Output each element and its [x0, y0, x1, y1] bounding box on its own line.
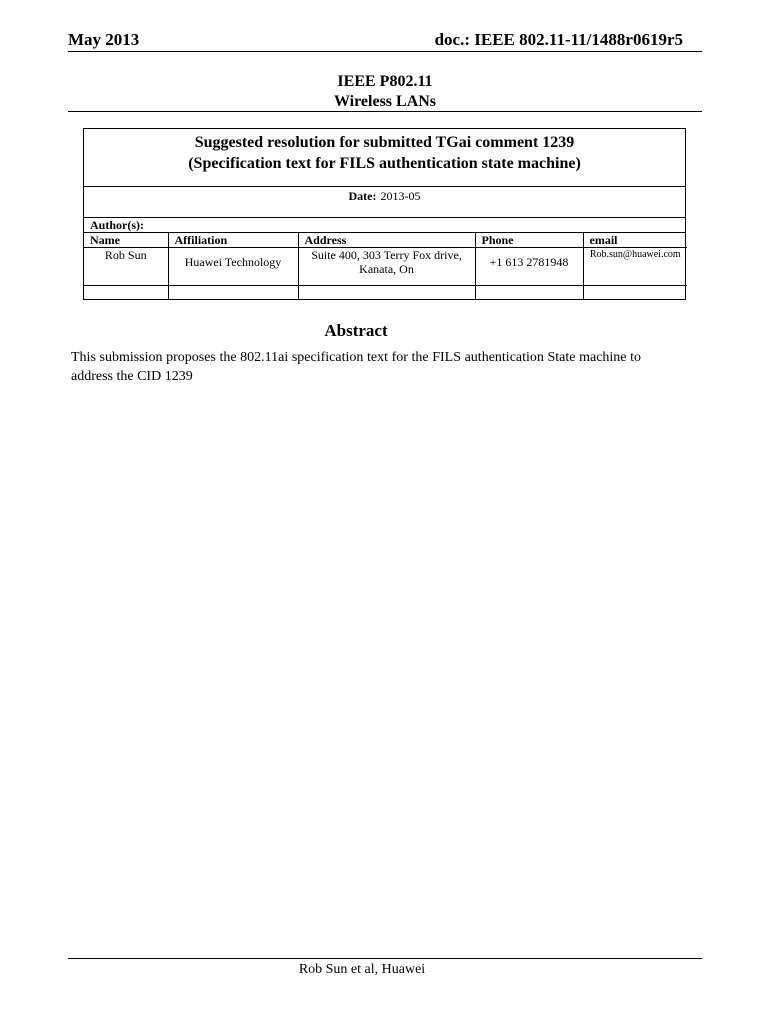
document-title [84, 129, 685, 187]
empty-cell [475, 286, 583, 300]
author-phone: +1 613 2781948 [475, 248, 583, 286]
organization-block [68, 72, 702, 112]
author-name: Rob Sun [84, 248, 168, 286]
authors-label: Author(s): [84, 218, 685, 233]
empty-cell [583, 286, 687, 300]
author-email: Rob.sun@huawei.com [583, 248, 687, 286]
organization-line1: IEEE P802.11 [337, 73, 433, 90]
column-header-email: email [583, 233, 687, 248]
author-affiliation: Huawei Technology [168, 248, 298, 286]
abstract-title: Abstract [324, 321, 388, 340]
header-doc-id: doc.: IEEE 802.11-11/1488r0619r5 [434, 30, 683, 49]
authors-header-row [84, 233, 687, 248]
organization-line2: Wireless LANs [333, 93, 437, 110]
empty-table-row [84, 286, 687, 300]
footer-text: Rob Sun et al, Huawei [298, 962, 426, 977]
empty-cell [168, 286, 298, 300]
column-header-address: Address [298, 233, 475, 248]
authors-table [84, 233, 687, 299]
title-line2: (Specification text for FILS authentication state machine) [188, 155, 581, 172]
abstract-text: This submission proposes the 802.11ai specification text for the FILS authentication State machine to address the CID 1239 [71, 350, 641, 384]
header-rule [68, 51, 702, 52]
date-value: 2013-05 [380, 189, 421, 203]
header-date: May 2013 [68, 30, 140, 49]
date-row [84, 187, 685, 218]
column-header-phone: Phone [475, 233, 583, 248]
title-line1: Suggested resolution for submitted TGai comment 1239 [194, 134, 575, 151]
column-header-name: Name [84, 233, 168, 248]
cover-box [83, 128, 686, 300]
column-header-affiliation: Affiliation [168, 233, 298, 248]
author-address: Suite 400, 303 Terry Fox drive, Kanata, On [298, 248, 475, 286]
date-label: Date: [348, 189, 377, 203]
organization-rule [68, 111, 702, 112]
table-row [84, 248, 687, 286]
empty-cell [298, 286, 475, 300]
empty-cell [84, 286, 168, 300]
footer-rule [68, 958, 702, 959]
